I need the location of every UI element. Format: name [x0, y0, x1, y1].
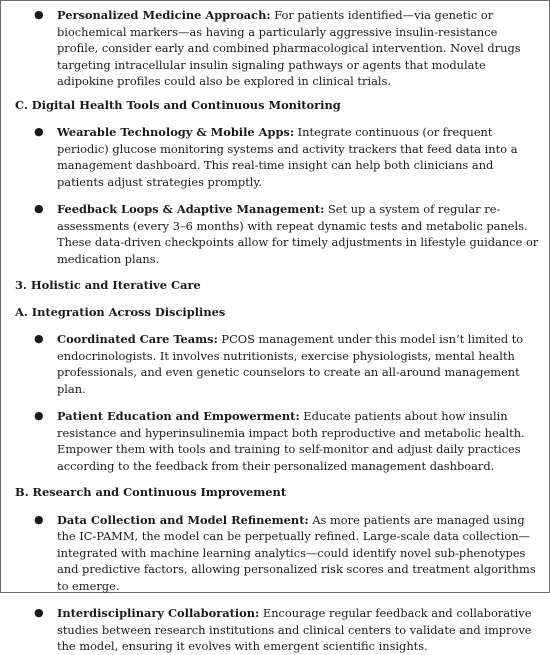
bullet-icon: ● [34, 202, 44, 215]
list-item-coordinated-care [15, 331, 539, 397]
item-title: Data Collection and Model Refinement: [57, 512, 309, 527]
item-text: For patients identified—via genetic or biochemical markers—as having a particularly aggressive insulin-resistance profile, consider early and combined pharmacological intervention. Novel drugs targeting intracellular insulin signaling pathways or agents that modulate adipokine profiles could also be explored in clinical trials. [57, 8, 521, 88]
item-text: PCOS management under this model isn’t limited to endocrinologists. It involves nutritionists, exercise physiologists, mental health professionals, and even genetic counselors to create an all-around management plan. [57, 332, 524, 396]
item-title: Feedback Loops & Adaptive Management: [57, 202, 325, 216]
list-item-feedback-loops [15, 201, 539, 267]
list-item-personalized-medicine [15, 7, 539, 90]
list-item-patient-education [15, 408, 539, 474]
item-title: Personalized Medicine Approach: [57, 8, 271, 22]
item-title: Patient Education and Empowerment: [57, 409, 300, 423]
section-heading-b: B. Research and Continuous Improvement [15, 485, 287, 499]
bullet-icon: ● [34, 606, 44, 619]
section-heading-c: C. Digital Health Tools and Continuous Monitoring [15, 97, 341, 112]
item-text: Educate patients about how insulin resistance and hyperinsulinemia impact both reproductive and metabolic health. Empower them with tools and training to self-monitor and adjust daily practices according to the feedback from their personalized management dashboard. [57, 409, 525, 473]
list-item-interdisciplinary-collaboration [15, 605, 539, 655]
item-text: As more patients are managed using the IC-PAMM, the model can be perpetually refined. Large-scale data collection—integrated with machine learning analytics—could identify novel sub-phenotypes and predictive factors, allowing personalized risk scores and treatment algorithms to emerge. [57, 512, 536, 593]
bullet-icon: ● [34, 409, 44, 422]
section-heading-3: 3. Holistic and Iterative Care [15, 278, 201, 292]
bullet-icon: ● [34, 125, 44, 138]
bullet-icon: ● [34, 512, 44, 526]
item-title: Interdisciplinary Collaboration: [57, 606, 260, 620]
list-item-wearable-technology [15, 124, 539, 190]
item-text: Encourage regular feedback and collaborative studies between research institutions and clinical centers to validate and improve the model, ensuring it evolves with emergent scientific insights. [57, 606, 532, 653]
list-item-data-collection [15, 512, 539, 595]
item-text: Set up a system of regular re-assessments (every 3–6 months) with repeat dynamic tests and metabolic panels. These data-driven checkpoints allow for timely adjustments in lifestyle guidance or medication plans. [57, 202, 539, 266]
bullet-icon: ● [34, 332, 44, 345]
bullet-icon: ● [34, 8, 44, 21]
item-title: Wearable Technology & Mobile Apps: [57, 125, 295, 139]
section-heading-a: A. Integration Across Disciplines [15, 304, 226, 319]
item-title: Coordinated Care Teams: [57, 332, 218, 346]
item-text: Integrate continuous (or frequent periodic) glucose monitoring systems and activity trackers that feed data into a management dashboard. This real-time insight can help both clinicians and patients adjust strategies promptly. [57, 125, 518, 189]
